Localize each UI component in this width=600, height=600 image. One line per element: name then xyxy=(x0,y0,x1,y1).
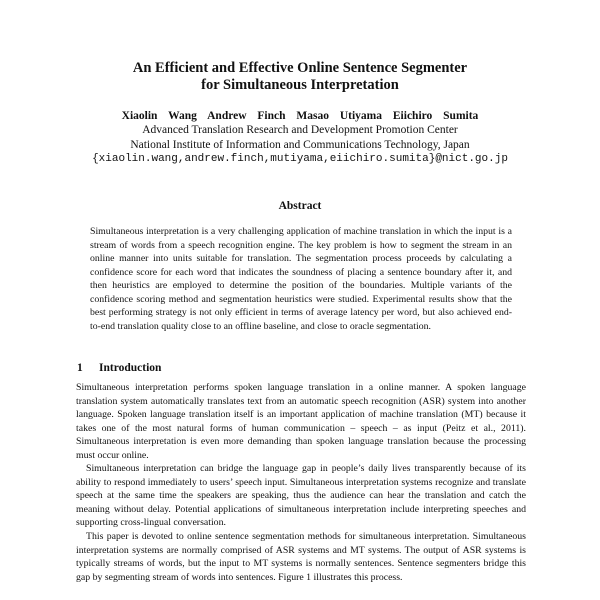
title-line-1: An Efficient and Effective Online Sentence Segmenter xyxy=(132,60,468,76)
author-list: Xiaolin Wang Andrew Finch Masao Utiyama Eiichiro Sumita xyxy=(121,110,479,122)
body-paragraph: Simultaneous interpretation can bridge the language gap in people’s daily lives transparently because of its ability to respond immediately to users’ speech input. Simultaneous interpretation systems recognize and translate speech at the same time the speakers are speaking, thus the audience can hear the translation and catch the meaning without delay. Potential applications of simultaneous interpretation include interpreting speeches and supporting cross-lingual conversation. xyxy=(76,463,526,529)
affiliation-line-1: Advanced Translation Research and Development Promotion Center xyxy=(142,124,458,136)
body-paragraph: Simultaneous interpretation performs spoken language translation in a online manner. A spoken language translation system automatically translates text from an automatic speech recognition (ASR) system into another language. Spoken language translation itself is an important application of machine translation (MT) because it takes one of the most natural forms of human communication – speech – as input (Peitz et al., 2011). Simultaneous interpretation is even more demanding than spoken language translation because the processing must occur online. xyxy=(76,382,526,461)
author-email: {xiaolin.wang,andrew.finch,mutiyama,eiichiro.sumita}@nict.go.jp xyxy=(92,153,508,165)
title-line-2: for Simultaneous Interpretation xyxy=(201,77,399,93)
paper-title xyxy=(0,60,600,94)
affiliation-line-2: National Institute of Information and Communications Technology, Japan xyxy=(130,139,470,151)
section-heading xyxy=(77,361,161,375)
section-title: Introduction xyxy=(99,362,162,374)
abstract-text: Simultaneous interpretation is a very challenging application of machine translation in which the input is a stream of words from a speech recognition engine. The key problem is how to segment the stream in an online manner into units suitable for translation. The segmentation process proceeds by calculating a confidence score for each word that indicates the soundness of placing a sentence boundary after it, and then heuristics are employed to determine the position of the boundaries. Multiple variants of the confidence scoring method and segmentation heuristics were studied. Experimental results show that the best performing strategy is not only efficient in terms of average latency per word, but also achieved end-to-end translation quality close to an offline baseline, and close to oracle segmentation. xyxy=(90,226,512,332)
section-body xyxy=(76,381,526,584)
abstract-heading: Abstract xyxy=(278,200,322,212)
section-number: 1 xyxy=(77,362,83,374)
body-paragraph: This paper is devoted to online sentence segmentation methods for simultaneous interpretation. Simultaneous interpretation systems are normally comprised of ASR systems and MT systems. The output of ASR systems is typically streams of words, but the input to MT systems is normally sentences. Sentence segmenters bridge this gap by segmenting stream of words into sentences. Figure 1 illustrates this process. xyxy=(76,531,526,583)
